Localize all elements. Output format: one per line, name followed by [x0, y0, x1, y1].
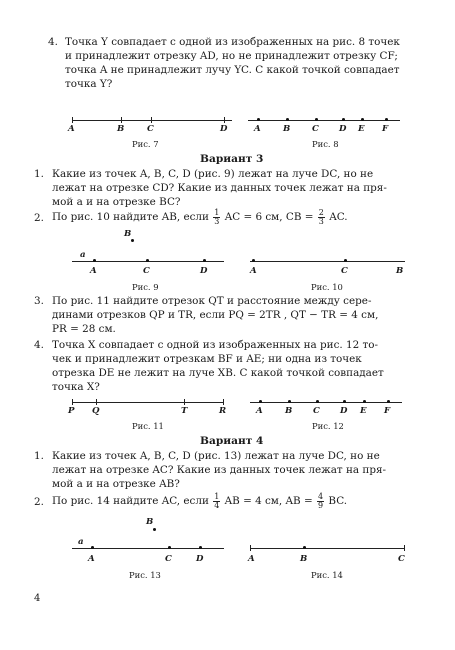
figure-12-dot-b — [288, 400, 291, 403]
figure-9-dot-c — [146, 259, 149, 262]
v4-problem-1-line-2: лежат на отрезке AC? Какие из данных точек лежат на пря- — [52, 464, 387, 476]
problem-4-number: 4. — [48, 36, 58, 48]
figure-8-label-f: F — [382, 124, 389, 134]
v3-problem-2-text-c: AC. — [329, 211, 348, 223]
figure-8-label-d: D — [339, 124, 347, 134]
figure-14-label-c: C — [398, 554, 405, 564]
variant-3-heading: Вариант 3 — [200, 153, 264, 165]
v3-problem-3-line-2: динами отрезков QP и TR, если PQ = 2TR , QT − TR = 4 см, — [52, 309, 379, 321]
v3-problem-2-number: 2. — [34, 212, 44, 224]
figure-12-label-f: F — [384, 406, 391, 416]
figure-11-label-r: R — [219, 406, 227, 416]
figure-7-tick-a — [72, 117, 73, 123]
figure-8-dot-f — [385, 118, 388, 121]
problem-4-line-1: Точка Y совпадает с одной из изображенных на рис. 8 точек — [65, 36, 400, 48]
v4-fraction-1-numerator: 1 — [214, 491, 220, 501]
v4-problem-2-number: 2. — [34, 496, 44, 508]
figure-11-caption: Рис. 11 — [132, 421, 164, 431]
figure-11-label-q: Q — [92, 406, 100, 416]
v4-fraction-2-numerator: 4 — [317, 491, 324, 501]
page-number: 4 — [34, 593, 41, 604]
figure-8-dot-e — [361, 118, 364, 121]
figure-12-label-b: B — [285, 406, 293, 416]
v3-problem-2-fraction-2 — [318, 209, 325, 226]
figure-12-label-d: D — [340, 406, 348, 416]
figure-13-label-a: A — [88, 554, 95, 564]
figure-13-dot-b — [153, 528, 156, 531]
figure-12-dot-e — [363, 400, 366, 403]
v3-fraction-1-numerator: 1 — [214, 207, 220, 217]
figure-12-dot-c — [316, 400, 319, 403]
figure-14-caption: Рис. 14 — [311, 570, 343, 580]
figure-7-segment — [72, 120, 232, 121]
figure-12-dot-a — [259, 400, 262, 403]
figure-9-caption: Рис. 9 — [132, 282, 159, 292]
figure-8-label-c: C — [312, 124, 319, 134]
figure-10-dot-c — [344, 259, 347, 262]
v4-problem-1-line-3: мой a и на отрезке AB? — [52, 478, 180, 490]
figure-13-dot-a — [91, 546, 94, 549]
figure-10-dot-a — [252, 259, 255, 262]
variant-4-heading: Вариант 4 — [200, 435, 264, 447]
figure-11-tick-t — [184, 399, 185, 405]
problem-4-line-3: точка A не принадлежит лучу YC. С какой точкой совпадает — [65, 64, 400, 76]
figure-11-tick-p — [72, 399, 73, 405]
figure-9-dot-d — [203, 259, 206, 262]
figure-7-tick-b — [121, 117, 122, 123]
figure-7-label-b: B — [117, 124, 125, 134]
v3-problem-2-fraction-1 — [213, 209, 220, 226]
figure-8-dot-c — [315, 118, 318, 121]
figure-12-dot-f — [387, 400, 390, 403]
v3-problem-4-line-3: отрезка DE не лежит на луче XB. С какой точкой совпадает — [52, 367, 384, 379]
figure-13-caption: Рис. 13 — [129, 570, 161, 580]
figure-8-dot-b — [286, 118, 289, 121]
v4-problem-2-text — [52, 490, 347, 512]
v3-fraction-2-numerator: 2 — [318, 207, 324, 217]
figure-8-label-b: B — [283, 124, 291, 134]
figure-12-label-a: A — [256, 406, 263, 416]
figure-12-label-c: C — [313, 406, 320, 416]
figure-13-label-c: C — [165, 554, 172, 564]
figure-14-label-a: A — [248, 554, 255, 564]
v4-problem-2-fraction-2 — [317, 493, 324, 510]
figure-13-label-b: B — [146, 517, 154, 527]
figure-9-label-d: D — [200, 266, 208, 276]
v3-problem-1-line-2: лежат на отрезке CD? Какие из данных точек лежат на пря- — [52, 182, 387, 194]
figure-9-dot-b — [131, 239, 134, 242]
figure-9-label-c: C — [143, 266, 150, 276]
v3-fraction-1-denominator: 3 — [214, 216, 220, 226]
figure-14-dot-b — [303, 546, 306, 549]
v3-problem-3-number: 3. — [34, 295, 44, 307]
v4-problem-2-fraction-1 — [213, 493, 220, 510]
figure-7-label-a: A — [68, 124, 75, 134]
v4-problem-1-line-1: Какие из точек A, B, C, D (рис. 13) лежат на луче DC, но не — [52, 450, 380, 462]
figure-9-label-a: A — [90, 266, 97, 276]
v3-problem-4-line-1: Точка X совпадает с одной из изображенных на рис. 12 то- — [52, 339, 379, 351]
figure-11-tick-q — [96, 399, 97, 405]
figure-12-line — [250, 402, 402, 403]
figure-13-label-line-a: a — [78, 537, 84, 547]
figure-13-dot-c — [168, 546, 171, 549]
figure-7-tick-d — [224, 117, 225, 123]
v3-problem-3-line-3: PR = 28 см. — [52, 323, 116, 335]
v3-problem-4-line-4: точка X? — [52, 381, 100, 393]
figure-7-label-c: C — [147, 124, 154, 134]
figure-10-label-b: B — [396, 266, 404, 276]
v3-problem-4-line-2: чек и принадлежит отрезкам BF и AE; ни одна из точек — [52, 353, 362, 365]
figure-14-tick-a — [250, 545, 251, 551]
v4-fraction-1-denominator: 4 — [214, 500, 220, 510]
v3-fraction-2-denominator: 3 — [318, 216, 324, 226]
figure-9-dot-a — [93, 259, 96, 262]
figure-11-label-p: P — [68, 406, 75, 416]
figure-8-label-a: A — [254, 124, 261, 134]
figure-7-caption: Рис. 7 — [132, 139, 159, 149]
v3-problem-1-line-1: Какие из точек A, B, C, D (рис. 9) лежат на луче DC, но не — [52, 168, 374, 180]
figure-8-dot-d — [342, 118, 345, 121]
figure-12-caption: Рис. 12 — [312, 421, 344, 431]
figure-10-label-c: C — [341, 266, 348, 276]
figure-10-label-a: A — [250, 266, 257, 276]
v3-problem-2-text-a: По рис. 10 найдите AB, если — [52, 211, 209, 223]
figure-14-tick-c — [404, 545, 405, 551]
v4-problem-2-text-b: AB = 4 см, AB = — [224, 495, 313, 507]
figure-10-line — [250, 261, 405, 262]
figure-13-label-d: D — [196, 554, 204, 564]
figure-11-label-t: T — [181, 406, 188, 416]
figure-9-label-line-a: a — [80, 250, 86, 260]
figure-9-label-b: B — [124, 229, 132, 239]
figure-8-caption: Рис. 8 — [312, 139, 339, 149]
figure-11-segment — [72, 402, 224, 403]
v3-problem-2-text-b: AC = 6 см, CB = — [224, 211, 314, 223]
figure-13-dot-d — [199, 546, 202, 549]
figure-12-label-e: E — [360, 406, 367, 416]
figure-8-line — [248, 120, 400, 121]
figure-14-segment — [250, 548, 405, 549]
figure-8-label-e: E — [358, 124, 365, 134]
figure-14-label-b: B — [300, 554, 308, 564]
v4-fraction-2-denominator: 9 — [317, 500, 324, 510]
problem-4-line-2: и принадлежит отрезку AD, но не принадлежит отрезку CF; — [65, 50, 398, 62]
v3-problem-4-number: 4. — [34, 339, 44, 351]
v3-problem-3-line-1: По рис. 11 найдите отрезок QT и расстояние между сере- — [52, 295, 372, 307]
figure-7-tick-c — [151, 117, 152, 123]
figure-8-dot-a — [257, 118, 260, 121]
v4-problem-2-text-c: BC. — [328, 495, 348, 507]
v4-problem-2-text-a: По рис. 14 найдите AC, если — [52, 495, 209, 507]
figure-11-tick-r — [223, 399, 224, 405]
figure-10-caption: Рис. 10 — [311, 282, 343, 292]
figure-7-label-d: D — [220, 124, 228, 134]
problem-4-line-4: точка Y? — [65, 78, 113, 90]
v3-problem-2-text — [52, 206, 348, 228]
v4-problem-1-number: 1. — [34, 450, 44, 462]
v3-problem-1-number: 1. — [34, 168, 44, 180]
figure-12-dot-d — [343, 400, 346, 403]
v3-problem-1-line-3: мой a и на отрезке BC? — [52, 196, 181, 208]
